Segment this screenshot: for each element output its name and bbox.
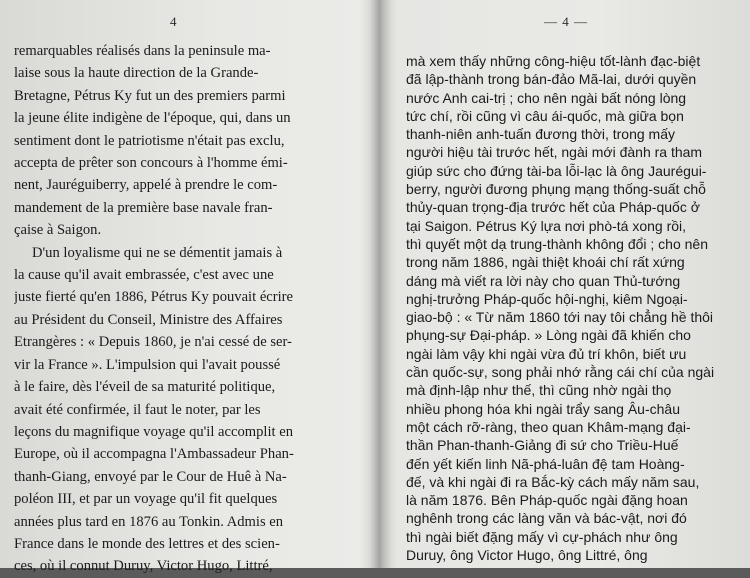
text-line: sentiment dont le patriotisme n'était pas exclu, <box>14 132 285 149</box>
text-line: nent, Jauréguiberry, appelé à prendre le com- <box>14 177 278 194</box>
text-line: France dans le monde des lettres et des scien- <box>14 535 280 552</box>
text-line: nhiều phong hóa khi ngài trẩy sang Âu-châu <box>406 400 680 417</box>
text-line: thủy-quan trọng-địa trước hết của Pháp-quốc ở <box>406 199 700 216</box>
left-page-text <box>14 40 354 578</box>
text-line: accepta de prêter son concours à l'homme émi- <box>14 155 288 172</box>
text-line: leçons du magnifique voyage qu'il accomplit en <box>14 423 294 440</box>
text-line: D'un loyalisme qui ne se démentit jamais à <box>32 244 283 261</box>
text-line: tại Saigon. Pétrus Ký lựa nơi phò-tá xong rồi, <box>406 217 687 234</box>
text-line: đế, và khi ngài đi ra Bắc-kỳ cách mấy năm sau, <box>406 473 700 490</box>
text-line: nghênh trong các làng văn và bác-vật, nơi đó <box>406 510 687 527</box>
text-line: vir la France ». L'impulsion qui l'avait poussé <box>14 356 281 373</box>
text-line: trong năm 1886, ngài thiệt khoái chí rất xứng <box>406 254 685 271</box>
text-line: Etrangères : « Depuis 1860, je n'ai cessé de ser- <box>14 334 292 351</box>
text-line: là năm 1876. Bên Pháp-quốc ngài đặng hoan <box>406 492 688 509</box>
text-line: Duruy, ông Victor Hugo, ông Littré, ông <box>406 547 648 564</box>
text-line: Europe, où il accompagna l'Ambassadeur Phan- <box>14 446 294 463</box>
text-line: đến yết kiến linh Nã-phá-luân đệ tam Hoàng- <box>406 455 685 472</box>
text-line: berry, người đương phụng mạng thống-suất chỗ <box>406 181 706 198</box>
text-line: dáng mà viết ra lời này cho quan Thủ-tướng <box>406 272 681 289</box>
text-line: tức chí, rồi cũng vì câu ái-quốc, mà giữa bọn <box>406 107 684 124</box>
text-line: la cause qu'il avait embrassée, c'est avec une <box>14 267 274 284</box>
text-line: à le faire, dès l'éveil de sa maturité politique, <box>14 379 276 396</box>
left-page <box>0 0 370 575</box>
text-line: nghị-trưởng Pháp-quốc hội-nghị, kiêm Ngoại- <box>406 290 688 307</box>
text-line: laise sous la haute direction de la Grande- <box>14 65 259 82</box>
left-page-number: 4 <box>170 14 177 29</box>
text-line: thanh-niên anh-tuấn đương thời, trong mấy <box>406 126 676 143</box>
text-line: giúp sức cho đứng tài-ba lỗi-lạc là ông Jauréguі- <box>406 162 707 179</box>
text-line: juste fierté qu'en 1886, Pétrus Ky pouvait écrire <box>14 289 294 306</box>
book-gutter <box>370 0 392 568</box>
text-line: cần quốc-sự, song phải nhớ rằng cái chí của ngài <box>406 364 715 381</box>
text-line: mandement de la première base navale fran- <box>14 199 273 216</box>
text-line: thần Phan-thanh-Giảng đi sứ cho Triều-Huế <box>406 437 679 454</box>
text-line: poléon III, et par un voyage qu'il fit quelques <box>14 491 278 508</box>
text-line: Bretagne, Pétrus Ky fut un des premiers parmi <box>14 87 286 104</box>
text-line: nước Anh cai-trị ; cho nên ngài bất nóng lòng <box>406 89 687 106</box>
text-line: mà định-lập như thế, thì cũng nhờ ngài thọ <box>406 382 672 399</box>
text-line: ngài làm vậy khi ngài vừa đủ trí khôn, biết ưu <box>406 345 687 362</box>
text-line: remarquables réalisés dans la peninsule ma- <box>14 43 271 59</box>
text-line: giao-bộ : « Từ năm 1860 tới nay tôi chẳng hề thôi <box>406 309 714 326</box>
text-line: années plus tard en 1876 au Tonkin. Admis en <box>14 513 284 530</box>
text-line: một cách rỡ-ràng, theo quan Khâm-mạng đại- <box>406 418 691 435</box>
text-line: la jeune élite indigène de l'époque, qui, dans un <box>14 110 291 127</box>
right-page-number: — 4 — <box>544 14 588 29</box>
text-line: thì quyết một dạ trung-thành không đổi ; cho nên <box>406 235 708 252</box>
text-line: ces, où il connut Duruy, Victor Hugo, Littré, <box>14 558 273 575</box>
text-line: người hiệu tài trước hết, ngài mới đành ra tham <box>406 144 703 161</box>
text-line: avait été confirmée, il faut le noter, par les <box>14 401 261 418</box>
text-line: thanh-Giang, envoyé par le Cour de Huê à Na- <box>14 468 287 485</box>
right-page-text <box>406 52 740 564</box>
text-line: phụng-sự Đại-pháp. » Lòng ngài đã khiến cho <box>406 327 691 344</box>
right-page <box>392 0 750 568</box>
text-line: mà xem thấy những công-hiệu tốt-lành đạc-biệt <box>406 53 701 69</box>
text-line: çaise à Saigon. <box>14 222 102 239</box>
text-line: au Président du Conseil, Ministre des Affaires <box>14 311 283 328</box>
text-line: đã lập-thành trong bán-đảo Mã-lai, dưới quyền <box>406 71 697 88</box>
text-line: thì ngài biết đặng mấy vì cự-phách như ông <box>406 528 678 545</box>
